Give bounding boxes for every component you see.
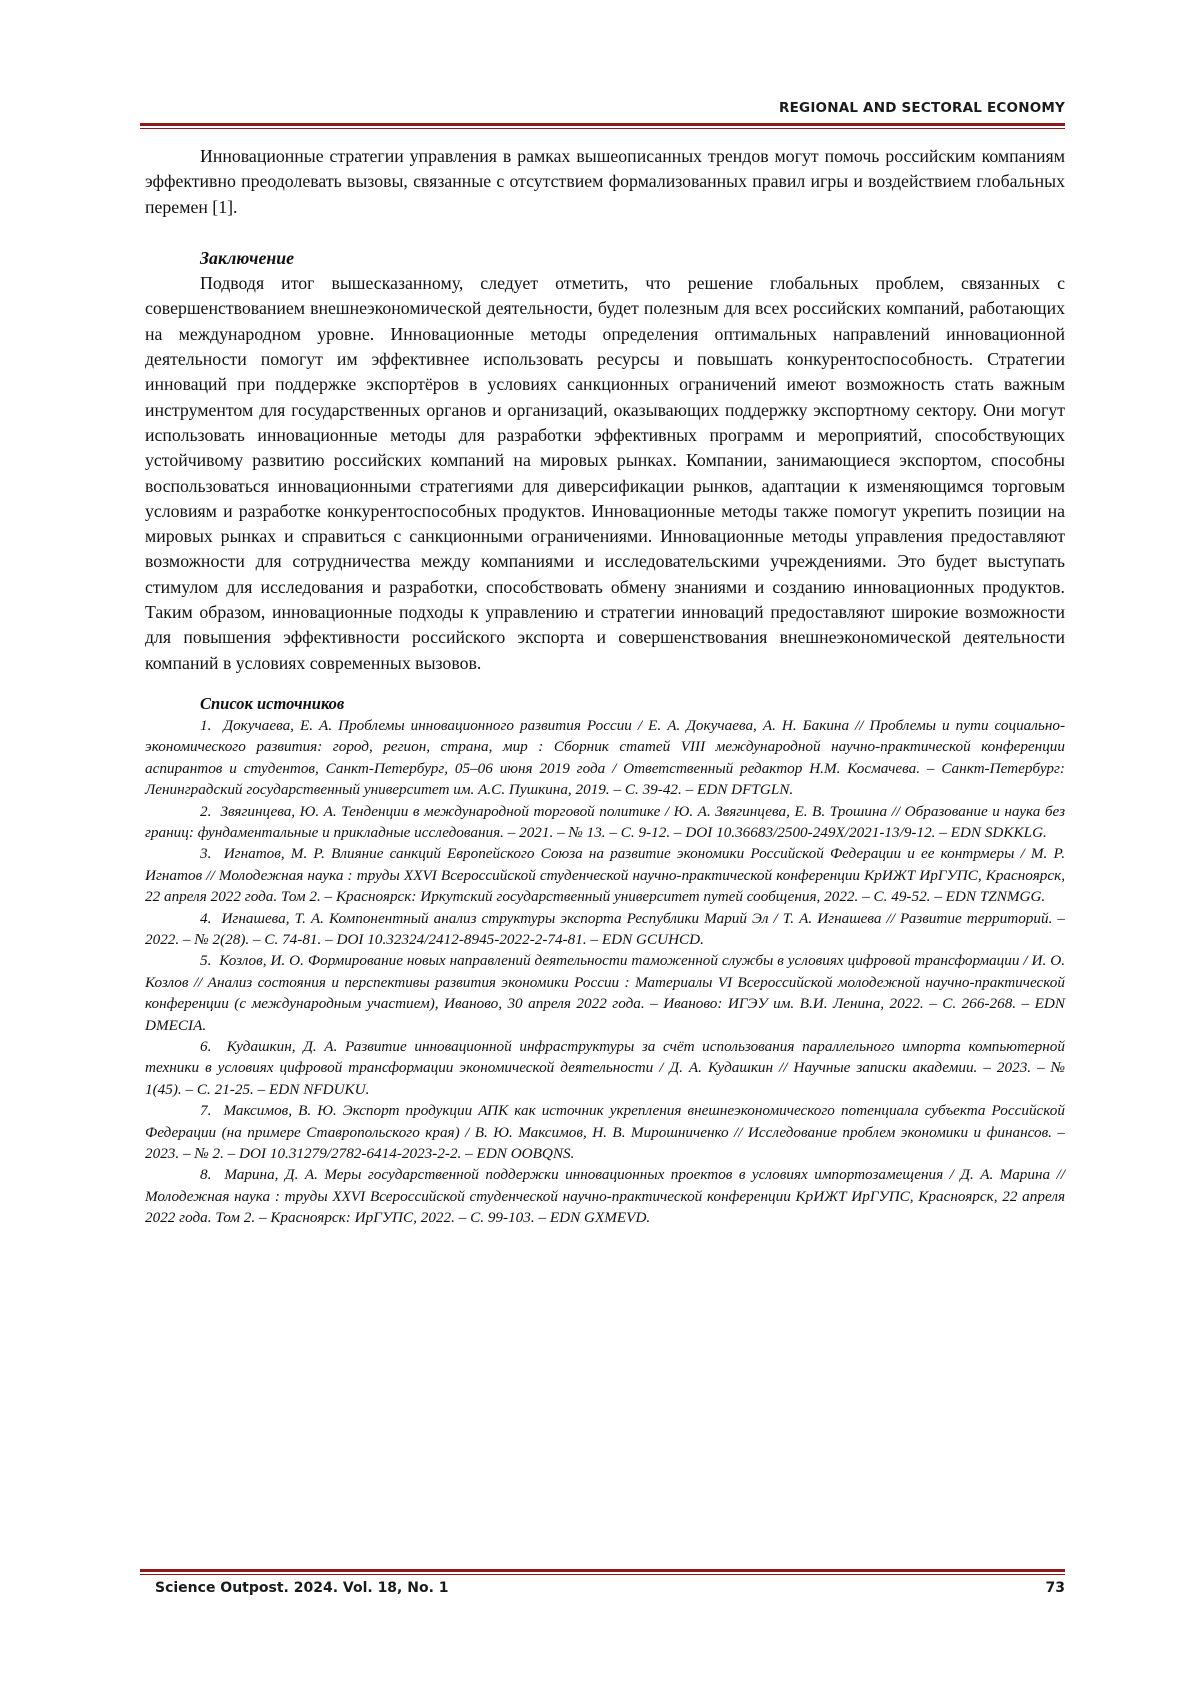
running-head: REGIONAL AND SECTORAL ECONOMY bbox=[779, 100, 1065, 116]
references-heading: Список источников bbox=[200, 693, 345, 713]
reference-number: 7. bbox=[200, 1102, 212, 1120]
reference-number: 1. bbox=[200, 716, 212, 734]
reference-number: 5. bbox=[200, 952, 212, 970]
reference-text: Кудашкин, Д. А. Развитие инновационной инфраструктуры за счёт использования параллельного импорта компьютерной техники в условиях цифровой трансформации экономической деятельности / Д. А. Кудашкин // Научные записки академии. – 2023. – № 1(45). – С. 21-25. – EDN NFDUKU. bbox=[145, 1038, 1065, 1098]
reference-number: 4. bbox=[200, 909, 212, 927]
reference-text: Игнатов, М. Р. Влияние санкций Европейского Союза на развитие экономики Российской Федерации и ее контрмеры / М. Р. Игнатов // Молодежная наука : труды XXVI Всероссийской студенческой научно-практической конференции КрИЖТ ИрГУПС, Красноярск, 22 апреля 2022 года. Том 2. – Красноярск: Иркутский государственный университет путей сообщения, 2022. – С. 49-52. – EDN TZNMGG. bbox=[145, 845, 1066, 906]
footer-rule-thin bbox=[140, 1574, 1065, 1575]
reference-item bbox=[145, 843, 1065, 907]
reference-text: Звягинцева, Ю. А. Тенденции в международной торговой политике / Ю. А. Звягинцева, Е. В. Трошина // Образование и наука без границ: фундаментальные и прикладные исследования. – 2021. – № 13. – С. 9-12. – DOI 10.36683/2500-249X/2021-13/9-12. – EDN SDKKLG. bbox=[145, 802, 1066, 841]
reference-text: Марина, Д. А. Меры государственной поддержки инновационных проектов в условиях импортозамещения / Д. А. Марина // Молодежная наука : труды XXVI Всероссийской студенческой научно-практической конференции КрИЖТ ИрГУПС, Красноярск, 22 апреля 2022 года. Том 2. – Красноярск: ИрГУПС, 2022. – С. 99-103. – EDN GXMEVD. bbox=[145, 1166, 1066, 1227]
reference-item bbox=[145, 1036, 1065, 1100]
references-list bbox=[145, 715, 1065, 1229]
reference-text: Козлов, И. О. Формирование новых направлений деятельности таможенной службы в условиях цифровой трансформации / И. О. Козлов // Анализ состояния и перспективы развития экономики России : Материалы VI Всероссийской молодежной научно-практической конференции (с международным участием), Иваново, 30 апреля 2022 года. – Иваново: ИГЭУ им. В.И. Ленина, 2022. – С. 266-268. – EDN DMECIA. bbox=[145, 952, 1065, 1034]
reference-item bbox=[145, 801, 1065, 844]
reference-text: Докучаева, Е. А. Проблемы инновационного развития России / Е. А. Докучаева, А. Н. Бакина // Проблемы и пути социально-экономического развития: город, регион, страна, мир : Сборник статей VIII международной научно-практической конференции аспирантов и студентов, Санкт-Петербург, 05–06 июня 2019 года / Ответственный редактор Н.М. Космачева. – Санкт-Петербург: Ленинградский государственный университет им. А.С. Пушкина, 2019. – С. 39-42. – EDN DFTGLN. bbox=[145, 716, 1066, 799]
reference-item bbox=[145, 950, 1065, 1036]
reference-number: 6. bbox=[200, 1038, 212, 1056]
reference-item bbox=[145, 908, 1065, 951]
reference-item bbox=[145, 1164, 1065, 1228]
article-body bbox=[145, 144, 1065, 1229]
footer-journal-citation: Science Outpost. 2024. Vol. 18, No. 1 bbox=[155, 1580, 449, 1596]
footer-rule-thick bbox=[140, 1569, 1065, 1572]
page-number: 73 bbox=[1045, 1580, 1065, 1596]
reference-number: 3. bbox=[200, 845, 212, 863]
reference-text: Максимов, В. Ю. Экспорт продукции АПК как источник укрепления внешнеэкономического потенциала субъекта Российской Федерации (на примере Ставропольского края) / В. Ю. Максимов, Н. В. Мирошниченко // Исследование проблем экономики и финансов. – 2023. – № 2. – DOI 10.31279/2782-6414-2023-2-2. – EDN OOBQNS. bbox=[145, 1102, 1065, 1163]
conclusion-heading: Заключение bbox=[200, 247, 295, 268]
reference-item bbox=[145, 1100, 1065, 1164]
header-rule-thick bbox=[140, 123, 1065, 126]
reference-number: 8. bbox=[200, 1166, 212, 1184]
reference-number: 2. bbox=[200, 802, 212, 820]
header-rule-thin bbox=[140, 128, 1065, 129]
reference-text: Игнашева, Т. А. Компонентный анализ структуры экспорта Республики Марий Эл / Т. А. Игнашева // Развитие территорий. – 2022. – № 2(28). – С. 74-81. – DOI 10.32324/2412-8945-2022-2-74-81. – EDN GCUHCD. bbox=[145, 909, 1065, 948]
reference-item bbox=[145, 715, 1065, 801]
intro-paragraph: Инновационные стратегии управления в рамках вышеописанных трендов могут помочь российским компаниям эффективно преодолевать вызовы, связанные с отсутствием формализованных правил игры и воздействием глобальных перемен [1]. bbox=[145, 146, 1065, 217]
conclusion-paragraph: Подводя итог вышесказанному, следует отметить, что решение глобальных проблем, связанных с совершенствованием внешнеэкономической деятельности, будет полезным для всех российских компаний, работающих на международном уровне. Инновационные методы определения оптимальных направлений инновационной деятельности помогут им эффективнее использовать ресурсы и повышать конкурентоспособность. Стратегии инноваций при поддержке экспортёров в условиях санкционных ограничений имеют возможность стать важным инструментом для государственных органов и организаций, оказывающих поддержку экспортному сектору. Они могут использовать инновационные методы для разработки эффективных программ и мероприятий, способствующих устойчивому развитию российских компаний на мировых рынках. Компании, занимающиеся экспортом, способны воспользоваться инновационными стратегиями для диверсификации рынков, адаптации к изменяющимся торговым условиям и разработке конкурентоспособных продуктов. Инновационные методы также помогут укрепить позиции на мировых рынках и справиться с санкционными ограничениями. Инновационные методы управления предоставляют возможности для сотрудничества между компаниями и исследовательскими учреждениями. Это будет выступать стимулом для исследования и разработки, способствовать обмену знаниями и созданию инновационных продуктов. Таким образом, инновационные подходы к управлению и стратегии инноваций предоставляют широкие возможности для повышения эффективности российского экспорта и совершенствования внешнеэкономической деятельности компаний в условиях современных вызовов. bbox=[145, 273, 1065, 673]
